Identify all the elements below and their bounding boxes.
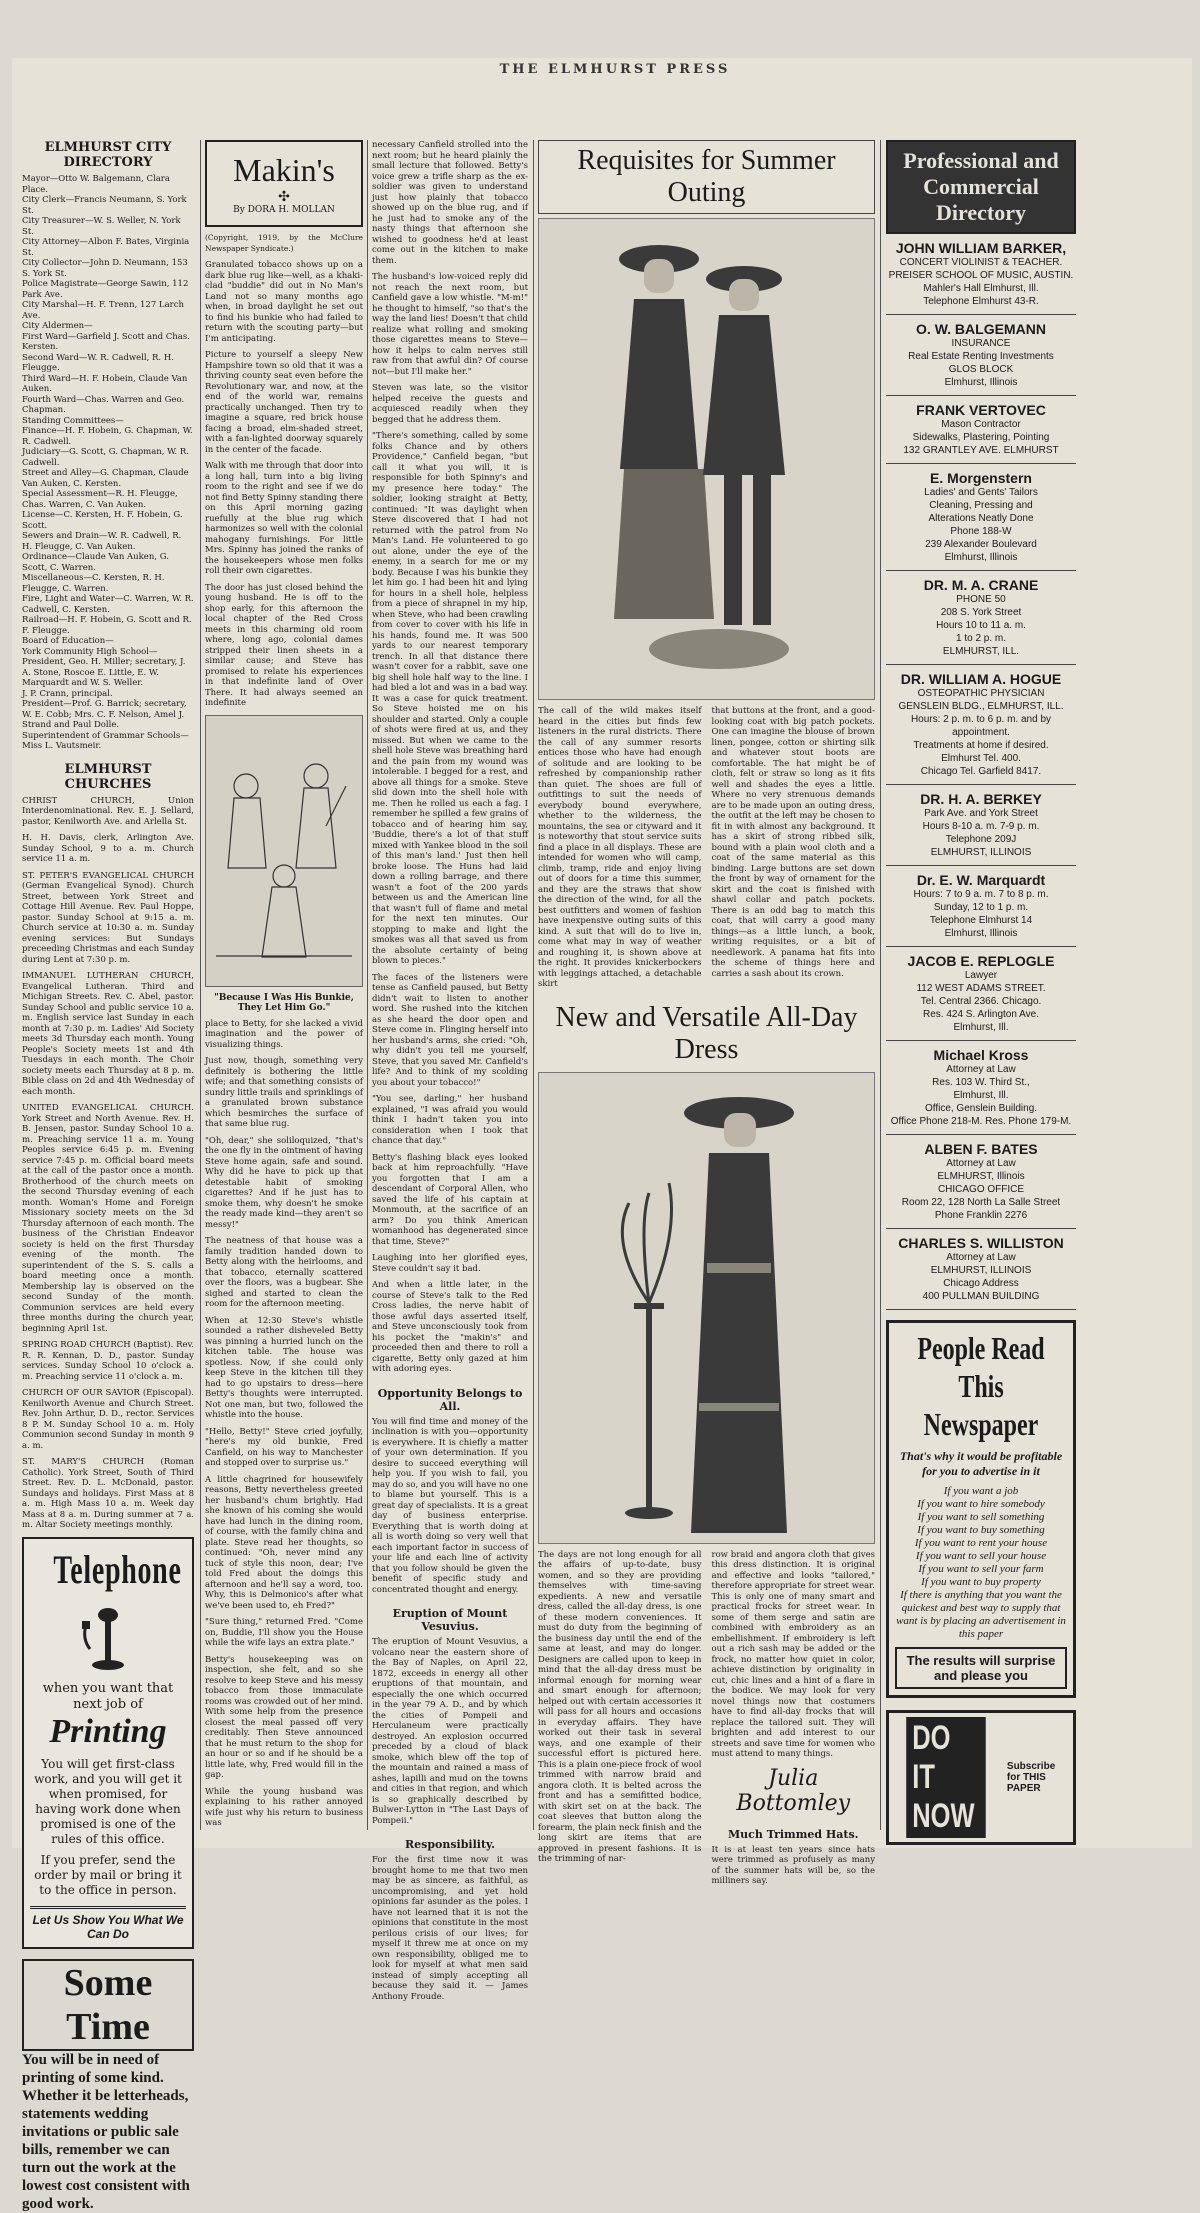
card-line: Telephone 209J: [945, 834, 1017, 845]
vesuvius-heading: Eruption of Mount Vesuvius.: [392, 1607, 508, 1633]
responsibility-text: For the first time now it was brought home to me that two men may be as sincere, as faithful, as uncompromising, and yet hold opinions far asunder as the poles. I have not learned that it is not the opinions that constitute in the most perilous crisis of our lives; for myself it threw me at once on my own responsibility, obliged me to look for myself at what men said instead of simply accepting all because they said it. — James Anthony Froude.: [372, 1855, 528, 2002]
directory-entry: Fire, Light and Water—C. Warren, W. R. Cadwell, C. Kersten.: [22, 594, 194, 615]
people-read-lead: That's why it would be profitable for you to advertise in it: [899, 1449, 1063, 1478]
card-line: Elmhurst Tel. 400.: [941, 753, 1021, 764]
card-line: GLOS BLOCK: [948, 364, 1014, 375]
directory-card: [886, 1229, 1076, 1310]
fashion-column: [538, 140, 875, 1886]
directory-entry: City Attorney—Albon F. Bates, Virginia St.: [22, 237, 190, 258]
do-it-now-subscribe: Subscribe for THIS PAPER: [1006, 1761, 1056, 1794]
card-line: Elmhurst, Illinois: [944, 928, 1018, 939]
card-line: Hours 8-10 a. m. 7-9 p. m.: [922, 821, 1040, 832]
left-column: [22, 140, 194, 2212]
directory-entry: Street and Alley—G. Chapman, Claude Van Auken, C. Kersten.: [22, 468, 189, 489]
directory-entry: City Collector—John D. Neumann, 153 S. York St.: [22, 258, 188, 279]
card-line: Ladies' and Gents' Tailors: [924, 487, 1038, 498]
card-line: Telephone Elmhurst 14: [929, 915, 1033, 926]
story-paragraph: "Sure thing," returned Fred. "Come on, Buddie, I'll show you the House while the wife lays an extra plate.": [205, 1617, 363, 1648]
card-line: Lawyer: [964, 970, 998, 981]
story-paragraph: Walk with me through that door into a long hall, turn into a big living room to the right and see if we do not find Betty Spinny standing there on this April morning gazing ruefully at the blue rug which harmonizes so well with the colonial mahogany furnishings. For little Mrs. Spinny has joined the ranks of the housekeepers whose men folks roll their own cigarettes.: [205, 461, 363, 576]
card-line: 208 S. York Street: [940, 607, 1022, 618]
opportunity-text: You will find time and money of the inclination is with you—opportunity is everywhere. It is chiefly a matter of your own determination. If you desire to succeed everything will help you. If you wish to fail, you may do so, and you will have no one to blame but yourself. This is a great day of specialists. It is a great day of business enterprise. Everything that is worth doing at all is worth doing so very well that each important factor in success of your life and each line of activity that you follow should be given the benefit of specific study and concentrated thought and energy.: [372, 1416, 528, 1595]
card-line: Hours 10 to 11 a. m.: [936, 620, 1026, 631]
do-it-now-ad: [886, 1710, 1076, 1845]
story-paragraph: The neatness of that house was a family tradition handed down to Betty along with the heirlooms, and that tobacco, eternally scattered over the floors, was a bugbear. She sighed and started to clean the room for the afternoon meeting.: [205, 1236, 363, 1309]
column-rule: [533, 140, 534, 1830]
all-day-dress-title: New and Versatile All-Day Dress: [555, 1001, 858, 1065]
soldiers-illustration-icon: [206, 716, 362, 984]
story-continued-body: [372, 140, 528, 1375]
story-paragraph: Laughing into her glorified eyes, Steve couldn't say it bad.: [372, 1253, 528, 1274]
card-line: Telephone Elmhurst 43-R.: [923, 296, 1039, 307]
people-read-title: People Read This Newspaper: [917, 1330, 1045, 1442]
church-entry: UNITED EVANGELICAL CHURCH. York Street and North Avenue. Rev. H. B. Jensen, pastor. Sunday School 10 a. m. Preaching service 11 a. m. Young Peoples service 6:45 p. m. Evening service 7:45 p. m. Official board meets at the call of the pastor once a month. Brotherhood of the church meets on the second Thursday evening of each month. Woman's Home and Foreign Missionary society meets on the 3d Thursday afternoon of each month. The business of the Christian Endeavor society is held on the first Thursday evening of the month. The superintendent of the S. S. calls a board meeting once a month. Membership lay is observed on the second Sunday of the month. Communion services are held every three months during the church year, beginning April 1st.: [22, 1103, 194, 1334]
directory-card: [886, 464, 1076, 571]
story-body-continued: [205, 1019, 363, 1829]
card-line: Phone 188-W: [950, 526, 1012, 537]
directory-card: [886, 947, 1076, 1041]
card-line: Sunday, 12 to 1 p. m.: [933, 902, 1029, 913]
story-paragraph: "You see, darling," her husband explained, "I was afraid you would think I hadn't taken you into consideration when I took that chance that day.": [372, 1094, 528, 1146]
church-entry: CHRIST CHURCH, Union Interdenominational. Rev. E. J. Sellard, pastor, Kenilworth Ave. and Arlella St.: [22, 795, 194, 827]
card-line: Office Phone 218-M. Res. Phone 179-M.: [890, 1116, 1072, 1127]
directory-entry: City Clerk—Francis Neumann, S. York St.: [22, 195, 187, 216]
directory-entry: Second Ward—W. R. Cadwell, R. H. Fleugge.: [22, 352, 174, 373]
story-paragraph: Picture to yourself a sleepy New Hampshire town so old that it was a thriving county seat even before the Revolutionary war, and now, at the end of the world war, remains practically unchanged. Then try to imagine a square, red brick house facing a broad, elm-shaded street, with a fan-lighted doorway squarely in the center of the facade.: [205, 350, 363, 455]
card-line: Elmhurst, Illinois: [944, 377, 1018, 388]
candlestick-phone-icon: [78, 1603, 138, 1673]
masthead: THE ELMHURST PRESS: [499, 62, 731, 77]
people-read-line: If you want to sell something: [917, 1511, 1045, 1523]
directory-entry: Standing Committees—: [22, 415, 124, 426]
card-line: PREISER SCHOOL OF MUSIC, AUSTIN.: [888, 270, 1074, 281]
story-byline: By DORA H. MOLLAN: [233, 205, 335, 215]
church-entry: H. H. Davis, clerk, Arlington Ave. Sunday School, 9 to a. m. Church service 11 a. m.: [22, 833, 194, 864]
story-paragraph: A little chagrined for housewifely reasons, Betty nevertheless greeted her husband's chum brightly. Had she known of his coming she would have had lunch in the dining room, of course, with the family china and plate. Steve read her thoughts, so continued: "Oh, never mind any tuck of style this noon, dear; I've told Fred about the doings this afternoon and he'll say a word, too. Why, this is Delmonico's after what we've been used to, eh Fred?": [205, 1474, 363, 1611]
people-read-line: If you want to sell your house: [915, 1550, 1047, 1562]
story-paragraph: "Oh, dear," she soliloquized, "that's the one fly in the ointment of having Steve home again, safe and sound. Why did he have to pick up that detestable habit of smoking cigarettes? And if he just has to smoke them, why doesn't he smoke the ready made kind—they aren't so messy!": [205, 1135, 363, 1230]
card-line: Chicago Address: [943, 1278, 1019, 1289]
card-line: Elmhurst, Ill.: [953, 1090, 1009, 1101]
card-line: Tel. Central 2366. Chicago.: [920, 996, 1042, 1007]
story-paragraph: place to Betty, for she lacked a vivid imagination and the power of visualizing things.: [205, 1018, 363, 1050]
telephone-ad-title: Telephone: [53, 1546, 182, 1592]
directory-entry: York Community High School—President, Geo. H. Miller; secretary, J. A. Stone, Roscoe E. Little, E. W. Marquardt and W. S. Weller.: [22, 646, 186, 688]
directory-entry: Railroad—H. F. Hobein, G. Scott and R. F. Fleugge.: [22, 615, 192, 636]
sometime-ad-title: Some Time: [22, 1959, 194, 2051]
column-rule: [200, 140, 201, 1830]
card-line: Cleaning, Pressing and: [929, 500, 1033, 511]
signature: Julia Bottomley: [736, 1765, 851, 1816]
card-name: ALBEN F. BATES: [924, 1141, 1038, 1157]
opportunity-heading: Opportunity Belongs to All.: [377, 1386, 523, 1413]
card-line: Room 22, 128 North La Salle Street: [901, 1197, 1061, 1208]
card-line: Park Ave. and York Street: [924, 808, 1038, 819]
directory-entry: City Treasurer—W. S. Weller, N. York St.: [22, 216, 181, 237]
story-paragraph: Steven was late, so the visitor helped receive the guests and acquiesced readily when they begged that he address them.: [372, 383, 528, 425]
card-line: Mason Contractor: [941, 419, 1021, 430]
card-line: ELMHURST, ILL.: [942, 646, 1020, 657]
directory-entry: Miscellaneous—C. Kersten, R. H. Fleugge, C. Warren.: [22, 573, 165, 594]
directory-card: [886, 1041, 1076, 1135]
directory-cards: [886, 234, 1076, 1310]
directory-entry: Police Magistrate—George Sawin, 112 Park Ave.: [22, 279, 189, 300]
directory-entry: City Marshal—H. F. Trenn, 127 Larch Ave.: [22, 300, 184, 321]
card-line: Attorney at Law: [946, 1252, 1016, 1263]
story-body: [205, 260, 363, 709]
directory-entry: Sewers and Drain—W. R. Cadwell, R. H. Fleugge, C. Van Auken.: [22, 531, 182, 552]
directory-card: [886, 571, 1076, 665]
card-line: Sidewalks, Plastering, Pointing: [912, 432, 1050, 443]
people-read-ad: [886, 1320, 1076, 1698]
card-line: 112 WEST ADAMS STREET.: [916, 983, 1046, 994]
people-read-line: If you want to buy property: [921, 1576, 1041, 1588]
card-line: ELMHURST, Illinois: [937, 1171, 1025, 1182]
fashion-title: Requisites for Summer Outing: [538, 140, 875, 214]
dress-text-1: The days are not long enough for all the affairs of up-to-date, busy women, and so they are providing themselves with time-saving expedients. A new and versatile dress, called the all-day dress, is one of these modern conveniences. It must do duty from the beginning of the business day until the end of the same at least, and may do longer. Designers are called upon to keep in mind that the all-day dress must be informal enough for morning wear and smart enough for afternoon; helped out with certain accessories it will pass for all hours and occasions in everyday affairs. They have worked out their task in several ways, and one example of their successful effort is pictured here. This is a plain one-piece frock of wool trimmed with narrow braid and angora cloth. It is belted across the front and has a semifitted bodice, with skirt set on at the back. The coat sleeves that button along the forearm, the plain neck finish and the long skirt are items that are approved in present fashions. It is the trimming of nar-: [538, 1549, 702, 1864]
pro-directory-column: [886, 140, 1076, 1835]
column-rule: [367, 140, 368, 1830]
story-column: [205, 140, 363, 1830]
people-read-line: If you want to buy something: [917, 1524, 1045, 1536]
story-paragraph: Betty's flashing black eyes looked back at him reproachfully. "Have you forgotten that I am a descendant of Corporal Allen, who saved the life of his captain at Monmouth, at the sacrifice of an arm? Do you think American womanhood has degenerated since that time, Steve?": [372, 1152, 528, 1247]
card-name: JOHN WILLIAM BARKER,: [895, 240, 1067, 256]
people-read-line: If you want a job: [943, 1485, 1019, 1497]
card-line: Hours: 7 to 9 a. m. 7 to 8 p. m.: [913, 889, 1049, 900]
card-line: OSTEOPATHIC PHYSICIAN: [917, 688, 1045, 699]
telephone-ad-body: You will get first-class work, and you will get it when promised, for having work done when promised is one of the rules of this office.: [34, 1756, 182, 1846]
card-line: GENSLEIN BLDG., ELMHURST, ILL.: [898, 701, 1064, 712]
card-line: 1 to 2 p. m.: [955, 633, 1007, 644]
outing-women-illustration-icon: [539, 219, 874, 697]
directory-card: [886, 866, 1076, 947]
do-it-now-title: DO IT NOW: [906, 1717, 985, 1838]
card-line: Res. 424 S. Arlington Ave.: [922, 1009, 1039, 1020]
story-paragraph: Granulated tobacco shows up on a dark blue rug like—well, as a khaki-clad "buddie" did out in No Man's Land not so many months ago when, in broad daylight he set out to find his bunkie who had failed to return with the scouting party—but I'm anticipating.: [205, 260, 363, 344]
card-name: DR. H. A. BERKEY: [920, 791, 1042, 807]
all-day-dress-illustration-icon: [539, 1073, 874, 1541]
story-copyright: (Copyright, 1919, by the McClure Newspaper Syndicate.): [205, 233, 363, 253]
card-line: Attorney at Law: [946, 1064, 1016, 1075]
card-line: PHONE 50: [956, 594, 1006, 605]
card-line: Elmhurst, Ill.: [953, 1022, 1009, 1033]
story-illustration: [205, 715, 363, 987]
people-read-closing: The results will surprise and please you: [895, 1647, 1067, 1689]
card-name: DR. WILLIAM A. HOGUE: [900, 671, 1062, 687]
church-entry: CHURCH OF OUR SAVIOR (Episcopal). Kenilworth Avenue and Church Street. Rev. John Arthur, D. D., rector. Services 8 P. M. Sunday School 10 a. m. Holy Communion second Sunday in month 9 a. m.: [22, 1388, 194, 1451]
churches-list: [22, 796, 194, 1531]
card-name: DR. M. A. CRANE: [923, 577, 1039, 593]
vesuvius-text: The eruption of Mount Vesuvius, a volcano near the eastern shore of the Bay of Naples, on April 22, 1872, exceeds in energy all other eruptions of that mountain, and especially the one which occurred in the year 79 A. D., and by which the cities of Pompeii and Herculaneum were practically destroyed. An explosion occurred preceded by a cloud of black smoke, which blew off the top of the mountain and rained a mass of ashes, lapilli and mud on the towns and cities in that region, and which is so graphically described by Bulwer-Lytton in "The Last Days of Pompeii.": [372, 1637, 528, 1826]
fashion-text-1: The call of the wild makes itself heard in the cities but finds few listeners in the rural districts. There the call of any summer resorts entices those who have had enough of solitude and are looking to be refreshed by companionship rather than quiet. The shoes are full of outfittings to suit the needs of everybody bound everywhere, whether to the wilderness, the mountains, the sea or cityward and it is noteworthy that stout service suits find a place in all displays. These are intended for women who will camp, climb, tramp, ride and enjoy living out of doors for a time this summer, and they are the straws that show the direction of the wind, for all the best outfitters and women of fashion have inexpensive outing suits of this kind. A suit that will do to live in, come what may in way of weather and roughing it, is shown above at the right. It provides knickerbockers with leggings attached, a detachable skirt: [538, 706, 702, 989]
directory-entry: Ordinance—Claude Van Auken, G. Scott, C. Warren.: [22, 552, 169, 573]
story-paragraph: And when a little later, in the course of Steve's talk to the Red Cross ladies, the nerve habit of those awful days asserted itself, and Steve unconsciously took from his pocket the "makin's" and proceeded then and there to roll a cigarette, Betty only gazed at him with adoring eyes.: [372, 1280, 528, 1374]
fashion-text-2: that buttons at the front, and a good-looking coat with big patch pockets. One can imagine the blouse of brown linen, pongee, cotton or shirting silk and whatever stout boots are comfortable. The hat might be of cloth, felt or straw so long as it fits well and shades the eyes a little. Where no very strenuous demands are to be made upon an outing dress, the outfit at the left may be chosen to fit in with almost any background. It has a skirt of strong ribbed silk, bound with a plain wool cloth and a coat of the same material as this binding. Large buttons are set down the front by way of ornament for the skirt and the coat is finished with shawl collar and patch pockets. There is an odd bag to match this coat, that will carry a good many things—as a little lunch, a book, writing requisites, or a bit of needlework. A panama hat fits into the scheme of things here and carries a sash about its crown.: [711, 706, 875, 979]
card-name: FRANK VERTOVEC: [916, 402, 1046, 418]
directory-entry: First Ward—Garfield J. Scott and Chas. Kersten.: [22, 331, 190, 352]
card-name: E. Morgenstern: [930, 470, 1032, 486]
responsibility-heading: Responsibility.: [405, 1838, 495, 1851]
directory-entry: Fourth Ward—Chas. Warren and Geo. Chapman.: [22, 394, 185, 415]
card-line: Res. 103 W. Third St.,: [932, 1077, 1030, 1088]
hats-heading: Much Trimmed Hats.: [728, 1827, 859, 1841]
telephone-ad: [22, 1537, 194, 1949]
card-name: JACOB E. REPLOGLE: [907, 953, 1055, 969]
card-name: CHARLES S. WILLISTON: [898, 1235, 1064, 1251]
directory-list: [22, 174, 194, 752]
sometime-ad-body: You will be in need of printing of some kind. Whether it be letterheads, statements wedding invitations or public sale bills, remember we can turn out the work at the lowest cost consistent with good work.: [22, 2051, 190, 2212]
story-continued-column: [372, 140, 528, 2002]
people-read-line: If you want to sell your farm: [918, 1563, 1044, 1575]
card-line: Treatments at home if desired.: [913, 740, 1049, 751]
card-line: 132 GRANTLEY AVE. ELMHURST: [903, 445, 1059, 456]
telephone-ad-slogan: Let Us Show You What We Can Do: [30, 1906, 186, 1941]
directory-card: [886, 234, 1076, 315]
card-line: Office, Genslein Building.: [924, 1103, 1038, 1114]
story-title-box: [205, 140, 363, 227]
card-line: Real Estate Renting Investments: [908, 351, 1054, 362]
directory-entry: Judiciary—G. Scott, G. Chapman, W. R. Cadwell.: [22, 447, 189, 468]
card-line: Alterations Neatly Done: [928, 513, 1034, 524]
card-line: CONCERT VIOLINIST & TEACHER.: [899, 257, 1063, 268]
people-read-list: [895, 1485, 1067, 1641]
story-paragraph: When at 12:30 Steve's whistle sounded a rather disheveled Betty was pinning a hurried lunch on the kitchen table. The house was spotless. Now, if she could only keep Steve in the kitchen till they had to go upstairs to dress—here Betty's thoughts were interrupted. Not one man, but two, followed the whistle into the house.: [205, 1315, 363, 1420]
outing-illustration: [538, 218, 875, 700]
illustration-caption: "Because I Was His Bunkie, They Let Him Go.": [214, 992, 354, 1013]
dress-text-2: row braid and angora cloth that gives this dress distinction. It is original and effective and looks "tailored," therefore appropriate for street wear. This is only one of many smart and practical frocks for street wear. In some of them serge and satin are combined with embroidery as an embellishment. If embroidery is left out a rich sash may be added or the frock, no matter how quiet in color, achieve distinction by originality in cut, chic lines and a hint of a flare in the bodice. We may look for very novel things now that costumers have to find all-day frocks that will replace the tailored suit. They will brighten and add interest to our streets and save time for women who must attend to many things.: [711, 1549, 875, 1759]
hats-text: It is at least ten years since hats were trimmed as profusely as many of the summer hats will be, so the milliners say.: [711, 1844, 875, 1886]
telephone-ad-line: when you want that next job of: [42, 1680, 174, 1712]
people-read-line: If there is anything that you want the quickest and best way to supply that want is by placing an advertisement in this paper: [896, 1589, 1066, 1640]
card-line: Elmhurst, Illinois: [944, 552, 1018, 563]
card-line: ELMHURST, ILLINOIS: [930, 847, 1032, 858]
people-read-line: If you want to rent your house: [914, 1537, 1048, 1549]
story-paragraph: The husband's low-voiced reply did not reach the next room, but Canfield gave a low whistle. "M-m!" he thought to himself, "so that's the way the land lies! Doesn't that child realize what rolling and smoking those cigarettes means to Steve—how it helps to calm nerves still raw from that awful din? Of course not—but I'll make her.": [372, 272, 528, 377]
card-line: 239 Alexander Boulevard: [925, 539, 1037, 550]
directory-entry: Mayor—Otto W. Balgemann, Clara Place.: [22, 174, 170, 195]
story-paragraph: necessary Canfield strolled into the next room; but he heard plainly the small lecture that followed. Betty's voice grew a trifle sharp as the ex-soldier was given to understand just how plainly that tobacco showed up on the blue rug, and if he just had to smoke any of the nasty things that afternoon she wished to goodness he'd at least come out in the kitchen to make them.: [372, 140, 528, 266]
card-line: ELMHURST, ILLINOIS: [930, 1265, 1032, 1276]
directory-entry: City Aldermen—: [22, 321, 93, 331]
story-paragraph: "Hello, Betty!" Steve cried joyfully, "here's my old bunkie, Fred Canfield, on his way to Manchester and stopped over to surprise us.": [205, 1426, 363, 1468]
directory-entry: Third Ward—H. F. Hobein, Claude Van Auken.: [22, 373, 188, 394]
card-line: Attorney at Law: [946, 1158, 1016, 1169]
church-entry: SPRING ROAD CHURCH (Baptist). Rev. R. R. Kennan, D. D., pastor. Sunday services. Sunday School 10 o'clock a. m. Preaching service 11 o'clock a. m.: [22, 1340, 194, 1382]
printing-heading: Printing: [49, 1712, 167, 1750]
card-line: Mahler's Hall Elmhurst, Ill.: [923, 283, 1039, 294]
directory-entry: J. P. Crann, principal.: [22, 688, 113, 699]
directory-card: [886, 1135, 1076, 1229]
directory-entry: Superintendent of Grammar Schools—Miss L. Vautsmeir.: [22, 730, 189, 751]
story-paragraph: "There's something, called by some folks Chance and by others Providence," Canfield began, "but call it what you will, it is responsible for both Spinny's and my presence here today." The soldier, looking straight at Betty, continued: "It was daylight when Steve discovered that I had not returned with the patrol from No Man's Land. He volunteered to go out alone, under the eye of the enemy, in a search for me or my body. Because I was his bunkie they let him go. I had been hit and lying for hours in a shell hole, helpless from a piece of shrapnel in my hip, when Steve, who had been crawling from cover to cover with his life in his hands, found me. It was 500 yards to our nearest temporary trench. In all that distance there wasn't cover for a rabbit, save one big shell hole half way to the line. I had bled a lot and was in a bad way. It was a case for quick treatment. So Steve hoisted me on his shoulder and started. Only a couple of shots were fired at us, and they missed. But when we came to the shell hole Steve was breathing hard and the pain from my wound was intolerable. I begged for a rest, and above all things for a smoke. Steve slid down into the shell hole with me. Then he rolled us each a fag. I remember he spilled a few grains of tobacco and of hearing him say, 'Buddie, there's a lot of that stuff mixed with Yankee blood in the soil of this man's land.' Just then hell broke loose. The Huns had laid down a rolling barrage, and there wasn't a foot of the 200 yards between us and the American line that wasn't full of flame and metal for the next ten minutes. Our stopping to make and light the smokes was all that saved us from the absolute certainty of being blown to pieces.": [372, 431, 528, 966]
directory-entry: Board of Education—: [22, 636, 114, 646]
card-name: Dr. E. W. Marquardt: [916, 872, 1046, 888]
pro-directory-title: Professional and Commercial Directory: [886, 140, 1076, 234]
directory-entry: Finance—H. F. Hobein, G. Chapman, W. R. Cadwell.: [22, 426, 193, 447]
directory-card: [886, 396, 1076, 464]
card-line: INSURANCE: [951, 338, 1011, 349]
card-name: O. W. BALGEMANN: [916, 321, 1046, 337]
story-paragraph: The faces of the listeners were tense as Canfield paused, but Betty didn't wait to listen to another word. She rushed into the kitchen as she heard the door open and Steve come in. Flinging herself into her husband's arms, she cried: "Oh, why didn't you tell me yourself, Steve, that you saved Mr. Canfield's life? And to think of my scolding you about your tobacco!": [372, 972, 528, 1088]
church-entry: IMMANUEL LUTHERAN CHURCH, Evangelical Lutheran. Third and Michigan Streets. Rev. C. Abel, pastor. Sunday School and public service 10 a. m. English service last Sunday in each month at 7:30 p. m. Ladies' Aid Society meets 3d Thursday each month. Young People's Society meets 1st and 4th Tuesdays in each month. The Choir society meets each Thursday at 8 p. m. Bible class on 2d and 4th Wednesday of each month.: [22, 971, 194, 1097]
card-line: Chicago Tel. Garfield 8417.: [920, 766, 1042, 777]
directory-title: ELMHURST CITY DIRECTORY: [44, 140, 172, 170]
ornament-icon: ✣: [278, 189, 290, 205]
card-line: CHICAGO OFFICE: [937, 1184, 1025, 1195]
church-entry: ST. PETER'S EVANGELICAL CHURCH (German Evangelical Synod). Church Street, between York Street and Cottage Hill Avenue. Rev. Paul Hoppe, pastor. Sunday School at 9:15 a. m. Church service at 10:30 a. m. Sunday evening services: But Sundays preceeding Christmas and each Sunday during Lent at 7:30 p. m.: [22, 870, 194, 965]
story-paragraph: Just now, though, something very definitely is bothering the little wife; and that something consists of sundry little trails and sprinklings of a granulated brown substance which besmirches the surface of that same blue rug.: [205, 1056, 363, 1129]
card-line: 400 PULLMAN BUILDING: [922, 1291, 1040, 1302]
story-paragraph: Betty's housekeeping was on inspection, she felt, and so she resolve to keep Steve and his messy tobacco from those immaculate rooms was crowded out of her mind. With some help from the presence closest the meal passed off very creditably. Then Steve announced that he must return to the shop for an hour or so and if he should be a little late, why, Fred would fill in the gap.: [205, 1654, 364, 1780]
directory-card: [886, 315, 1076, 396]
card-name: Michael Kross: [933, 1047, 1029, 1063]
column-rule: [880, 140, 881, 1830]
church-entry: ST. MARY'S CHURCH (Roman Catholic). York Street, South of Third Street. Rev. D. L. McDonald, pastor. Sundays and holidays. First Mass at 8 a. m. High Mass 10 a. m. Week day Mass at 8 a. m. During summer at 7 a. m. Altar Society meetings monthly.: [22, 1457, 194, 1530]
story-paragraph: The door has just closed behind the young husband. He is off to the shop early, for this afternoon the local chapter of the Red Cross meets in this charming old room where, long ago, colonial dames stripped their linen sheets in a similar cause; and Steve has promised to relate his experiences in that indefinite land of Over There. It had always seemed an indefinite: [205, 582, 363, 708]
directory-entry: President—Prof. G. Barrick; secretary, W. E. Cobb; Mrs. C. F. Nelson, Amel J. Strand and Paul Dolle.: [22, 699, 187, 730]
directory-card: [886, 665, 1076, 785]
story-paragraph: While the young husband was explaining to his rather annoyed wife just why his return to business was: [205, 1786, 363, 1828]
card-line: Hours: 2 p. m. to 6 p. m. and by appointment.: [910, 714, 1052, 738]
card-line: Phone Franklin 2276: [934, 1210, 1028, 1221]
telephone-ad-body2: If you prefer, send the order by mail or bring it to the office in person.: [34, 1852, 182, 1897]
churches-title: ELMHURST CHURCHES: [64, 761, 152, 792]
directory-card: [886, 785, 1076, 866]
directory-entry: License—C. Kersten, H. F. Hobein, G. Scott.: [22, 510, 183, 531]
story-title: Makin's: [233, 152, 335, 188]
dress-illustration: [538, 1072, 875, 1544]
people-read-line: If you want to hire somebody: [917, 1498, 1045, 1510]
directory-entry: Special Assessment—R. H. Fleugge, Chas. Warren, C. Van Auken.: [22, 489, 178, 510]
